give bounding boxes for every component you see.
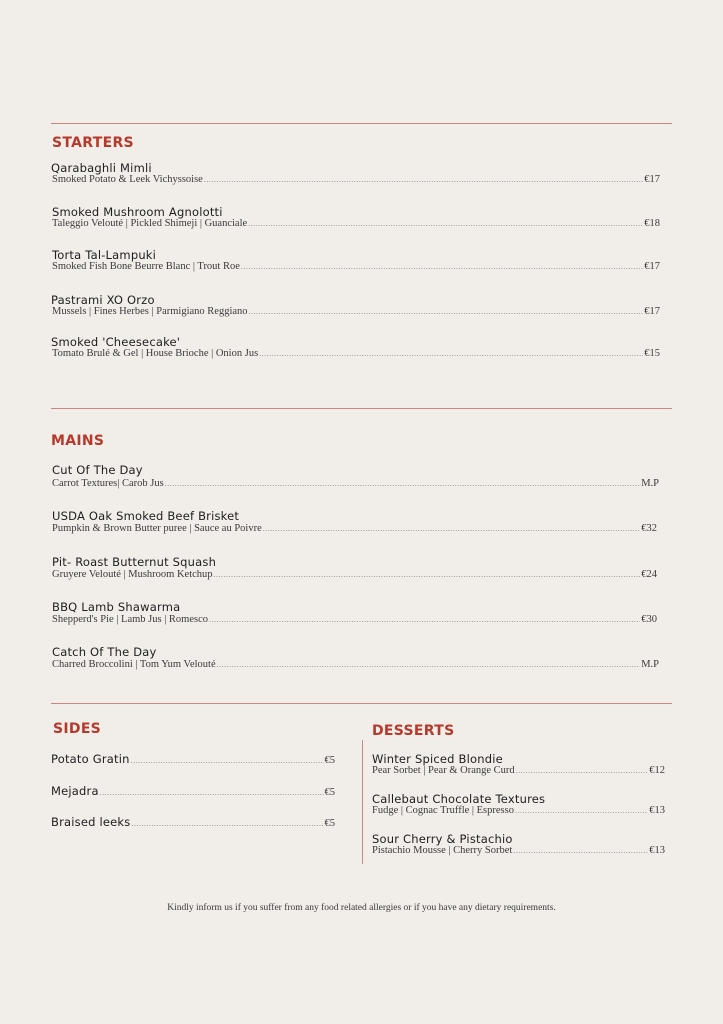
starter-5-price: €15 bbox=[644, 348, 660, 359]
starter-1-description: Smoked Potato & Leek Vichyssoise bbox=[52, 174, 203, 185]
starter-2-price: €18 bbox=[644, 218, 660, 229]
divider-mains bbox=[51, 408, 672, 409]
dessert-1-line bbox=[372, 765, 665, 779]
starter-4-description: Mussels | Fines Herbes | Parmigiano Reggiano bbox=[52, 306, 248, 317]
starter-3-description: Smoked Fish Bone Beurre Blanc | Trout Roe bbox=[52, 261, 240, 272]
leader-dots bbox=[248, 219, 643, 228]
leader-dots bbox=[217, 660, 641, 669]
leader-dots bbox=[515, 806, 648, 815]
main-4-price: €30 bbox=[641, 614, 657, 625]
side-2-price: €5 bbox=[324, 787, 335, 798]
leader-dots bbox=[259, 349, 643, 358]
divider-sides-desserts bbox=[51, 703, 672, 704]
leader-dots bbox=[131, 756, 324, 765]
starter-1-name: Qarabaghli Mimli bbox=[51, 161, 152, 175]
dessert-2-line bbox=[372, 805, 665, 819]
side-3-line bbox=[51, 815, 335, 829]
main-1-line bbox=[52, 478, 659, 492]
leader-dots bbox=[249, 307, 644, 316]
sides-heading: SIDES bbox=[53, 721, 102, 737]
main-4-name: BBQ Lamb Shawarma bbox=[52, 600, 181, 614]
side-1-price: €5 bbox=[324, 755, 335, 766]
main-5-line bbox=[52, 659, 659, 673]
mains-heading: MAINS bbox=[51, 433, 105, 449]
main-3-description: Gruyere Velouté | Mushroom Ketchup bbox=[52, 569, 213, 580]
side-1-name: Potato Gratin bbox=[51, 752, 130, 766]
main-4-line bbox=[52, 614, 657, 628]
dessert-3-description: Pistachio Mousse | Cherry Sorbet bbox=[372, 845, 513, 856]
main-5-description: Charred Broccolini | Tom Yum Velouté bbox=[52, 659, 216, 670]
main-2-line bbox=[52, 523, 657, 537]
main-5-price: M.P bbox=[641, 659, 659, 670]
dessert-1-description: Pear Sorbet | Pear & Orange Curd bbox=[372, 765, 515, 776]
leader-dots bbox=[214, 570, 641, 579]
starter-5-line bbox=[52, 348, 660, 362]
dessert-1-name: Winter Spiced Blondie bbox=[372, 752, 503, 766]
starter-4-name: Pastrami XO Orzo bbox=[51, 293, 155, 307]
main-3-price: €24 bbox=[641, 569, 657, 580]
main-1-name: Cut Of The Day bbox=[52, 463, 143, 477]
allergy-note: Kindly inform us if you suffer from any food related allergies or if you have any dietary requirements. bbox=[167, 903, 556, 913]
main-2-price: €32 bbox=[641, 523, 657, 534]
dessert-3-name: Sour Cherry & Pistachio bbox=[372, 832, 513, 846]
starter-1-price: €17 bbox=[644, 174, 660, 185]
starter-3-price: €17 bbox=[644, 261, 660, 272]
side-1-line bbox=[51, 752, 335, 766]
starter-4-price: €17 bbox=[644, 306, 660, 317]
main-5-name: Catch Of The Day bbox=[52, 645, 157, 659]
starter-2-line bbox=[52, 218, 660, 232]
dessert-1-price: €12 bbox=[649, 765, 665, 776]
starter-1-line bbox=[52, 174, 660, 188]
column-divider bbox=[362, 740, 363, 864]
leader-dots bbox=[204, 175, 643, 184]
dessert-2-price: €13 bbox=[649, 805, 665, 816]
starter-5-description: Tomato Brulé & Gel | House Brioche | Onion Jus bbox=[52, 348, 259, 359]
starter-4-line bbox=[52, 306, 660, 320]
starter-3-line bbox=[52, 261, 660, 275]
side-3-name: Braised leeks bbox=[51, 815, 131, 829]
leader-dots bbox=[513, 846, 648, 855]
divider-top bbox=[51, 123, 672, 124]
side-2-line bbox=[51, 784, 335, 798]
starters-heading: STARTERS bbox=[52, 135, 134, 151]
starter-2-description: Taleggio Velouté | Pickled Shimeji | Guanciale bbox=[52, 218, 248, 229]
leader-dots bbox=[209, 615, 640, 624]
side-2-name: Mejadra bbox=[51, 784, 99, 798]
main-1-description: Carrot Textures| Carob Jus bbox=[52, 478, 164, 489]
leader-dots bbox=[241, 262, 643, 271]
starter-2-name: Smoked Mushroom Agnolotti bbox=[52, 205, 223, 219]
leader-dots bbox=[131, 819, 323, 828]
desserts-heading: DESSERTS bbox=[372, 723, 455, 739]
leader-dots bbox=[263, 524, 641, 533]
main-2-name: USDA Oak Smoked Beef Brisket bbox=[52, 509, 240, 523]
main-4-description: Shepperd's Pie | Lamb Jus | Romesco bbox=[52, 614, 208, 625]
starter-5-name: Smoked 'Cheesecake' bbox=[51, 335, 181, 349]
main-1-price: M.P bbox=[641, 478, 659, 489]
dessert-3-line bbox=[372, 845, 665, 859]
main-3-line bbox=[52, 569, 657, 583]
main-2-description: Pumpkin & Brown Butter puree | Sauce au Poivre bbox=[52, 523, 262, 534]
leader-dots bbox=[516, 766, 649, 775]
dessert-2-name: Callebaut Chocolate Textures bbox=[372, 792, 546, 806]
side-3-price: €5 bbox=[324, 818, 335, 829]
dessert-3-price: €13 bbox=[649, 845, 665, 856]
leader-dots bbox=[100, 788, 324, 797]
starter-3-name: Torta Tal-Lampuki bbox=[52, 248, 157, 262]
dessert-2-description: Fudge | Cognac Truffle | Espresso bbox=[372, 805, 514, 816]
leader-dots bbox=[165, 479, 640, 488]
main-3-name: Pit- Roast Butternut Squash bbox=[52, 555, 217, 569]
